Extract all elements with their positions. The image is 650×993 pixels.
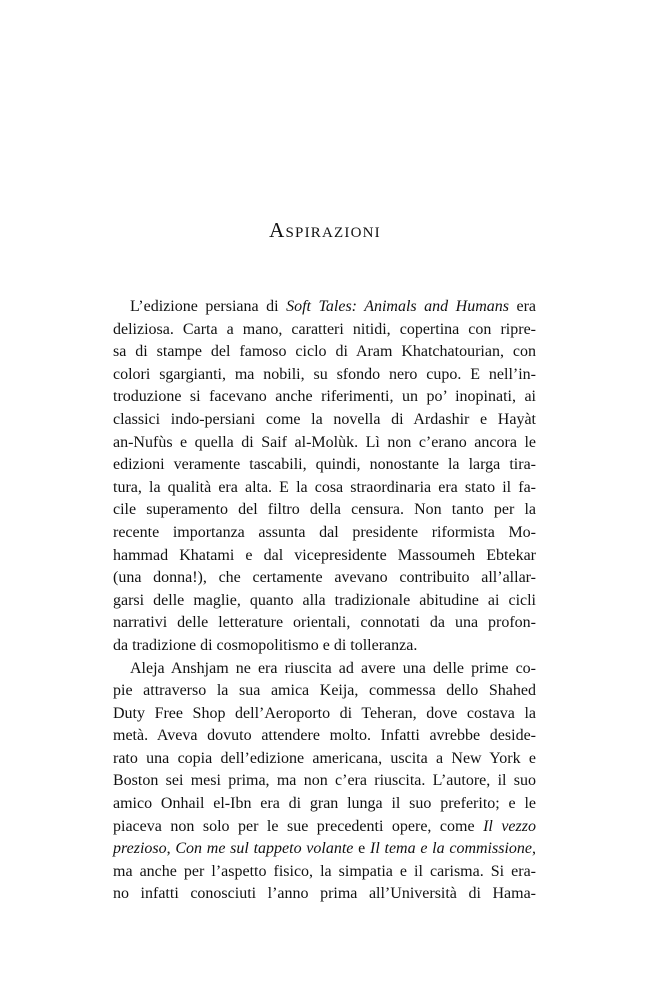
line-text: ma anche per l’aspetto fisico, la simpatia e il carisma. Si era- [113,862,536,880]
italic-title-text: prezioso [113,840,167,858]
text-line [113,793,536,816]
line-text: colori sgargianti, ma nobili, su sfondo nero cupo. E nell’in- [113,365,536,383]
line-text: hammad Khatami e dal vicepresidente Massoumeh Ebtekar [113,546,536,564]
text-line [113,816,536,839]
text-line [113,545,536,568]
line-text: cile superamento del filtro della censura. Non tanto per la [113,501,536,519]
line-text: sa di stampe del famoso ciclo di Aram Khatchatourian, con [113,343,536,361]
text-line [113,725,536,748]
line-text: (una donna!), che certamente avevano contribuito all’allar- [113,569,536,587]
line-text: deliziosa. Carta a mano, caratteri nitidi, copertina con ripre- [113,320,536,338]
text-line [113,680,536,703]
text-line [113,432,536,455]
text-line [113,635,536,658]
line-text: , [166,840,176,858]
text-line [113,409,536,432]
line-text: recente importanza assunta dal presidente riformista Mo- [113,523,536,541]
text-line [113,590,536,613]
line-text: amico Onhail el-Ibn era di gran lunga il suo preferito; e le [113,795,536,813]
text-line [113,838,536,861]
text-line [113,499,536,522]
line-text: narrativi delle letterature orientali, connotati da una profon- [113,614,536,632]
line-text: rato una copia dell’edizione americana, uscita a New York e [113,749,536,767]
text-line [113,477,536,500]
line-text: , [532,840,536,858]
chapter-body [113,296,536,906]
italic-title-text: Soft Tales: Animals and Humans [286,298,509,315]
text-line [113,296,536,319]
text-line [113,319,536,342]
text-line [113,703,536,726]
text-line [113,658,536,681]
line-text: era [508,298,537,315]
line-text: no infatti conosciuti l’anno prima all’Università di Hama- [113,885,536,903]
text-line [113,567,536,590]
line-text: edizioni veramente tascabili, quindi, nonostante la larga tira- [113,456,536,474]
text-line [113,748,536,771]
line-text: troduzione si facevano anche riferimenti, un po’ inopinati, ai [113,388,536,406]
chapter-title: Aspirazioni [269,218,381,242]
line-text: an-Nufùs e quella di Saif al-Molùk. Lì non c’erano ancora le [113,433,536,451]
line-text: e [353,840,370,858]
text-line [113,341,536,364]
line-text: L’edizione persiana di [130,298,287,315]
text-line [113,883,536,906]
text-line [113,454,536,477]
italic-title-text: Il vezzo [483,817,536,835]
line-text: tura, la qualità era alta. E la cosa straordinaria era stato il fa- [113,478,536,496]
line-text: Aleja Anshjam ne era riuscita ad avere una delle prime co- [130,659,536,677]
italic-title-text: Il tema e la commissione [369,840,532,858]
line-text: da tradizione di cosmopolitismo e di tolleranza. [113,636,418,654]
line-text: classici indo-persiani come la novella di Ardashir e Hayàt [113,410,536,428]
line-text: metà. Aveva dovuto attendere molto. Infatti avrebbe deside- [113,727,536,745]
line-text: piaceva non solo per le sue precedenti opere, come [113,817,484,835]
italic-title-text: Con me sul tappeto volante [175,840,354,858]
text-line [113,386,536,409]
text-line [113,861,536,884]
line-text: garsi delle maglie, quanto alla tradizionale abitudine ai cicli [113,591,536,609]
text-line [113,612,536,635]
line-text: Duty Free Shop dell’Aeroporto di Teheran, dove costava la [113,704,536,722]
line-text: Boston sei mesi prima, ma non c’era riuscita. L’autore, il suo [113,772,536,790]
text-line [113,770,536,793]
text-line [113,522,536,545]
text-line [113,364,536,387]
line-text: pie attraverso la sua amica Keija, commessa dello Shahed [113,682,536,700]
